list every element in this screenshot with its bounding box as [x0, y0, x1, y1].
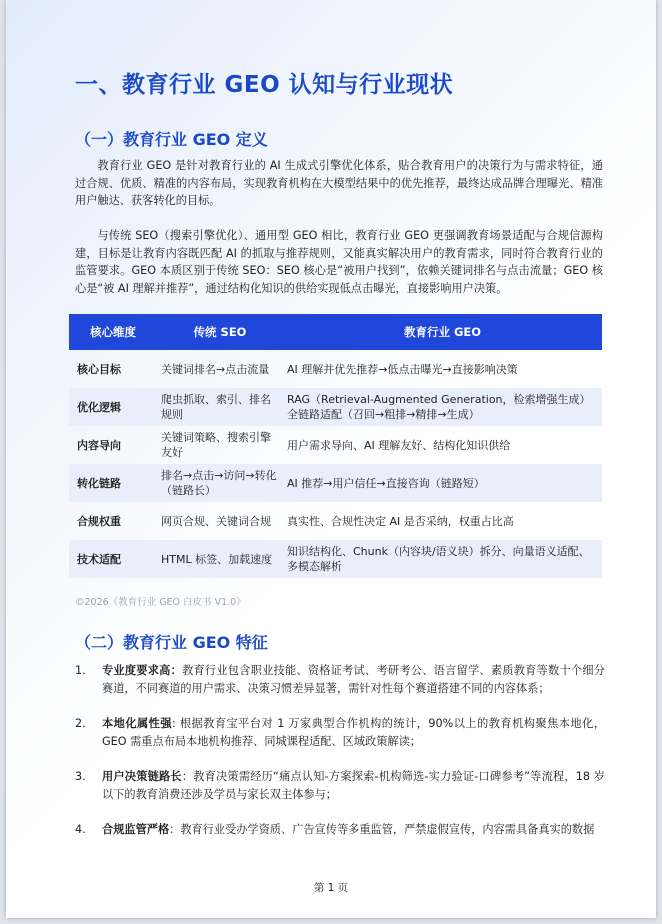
table-cell-geo: 用户需求导向、AI 理解友好、结构化知识供给 [287, 438, 511, 452]
table-cell-seo: HTML 标签、加载速度 [157, 540, 283, 578]
table-cell-dimension: 优化逻辑 [69, 388, 157, 426]
comparison-table [69, 314, 602, 578]
table-cell-geo: AI 推荐→用户信任→直接咨询（链路短） [283, 464, 602, 502]
list-item-number: 3. [75, 770, 86, 783]
list-item-text: : 根据教育宝平台对 1 万家典型合作机构的统计，90%以上的教育机构聚焦本地化，GEO 需重点布局本地机构推荐、同城课程适配、区域政策解读； [102, 717, 605, 748]
table-row [69, 426, 602, 464]
table-header-cell: 核心维度 [69, 314, 157, 350]
table-header-row [69, 314, 602, 350]
list-item [75, 662, 605, 697]
table-cell-dimension: 合规权重 [77, 514, 121, 528]
table-cell-seo: 关键词排名→点击流量 [161, 362, 270, 376]
list-item-number: 4. [75, 823, 86, 836]
list-item-label: 合规监管严格 [102, 823, 170, 836]
table-caption: ©2026《教育行业 GEO 白皮书 V1.0》 [75, 597, 246, 608]
list-item-number: 2. [75, 717, 86, 730]
table-cell-seo: 网页合规、关键词合规 [161, 514, 271, 528]
list-item [75, 715, 605, 750]
page-title: 一、教育行业 GEO 认知与行业现状 [75, 72, 454, 98]
section-heading-definition: （一）教育行业 GEO 定义 [75, 130, 268, 149]
table-row [69, 464, 602, 502]
table-header-cell: 教育行业 GEO [283, 314, 602, 350]
table-cell-geo: 知识结构化、Chunk（内容块/语义块）拆分、向量语义适配、多模态解析 [283, 540, 602, 578]
table-header-cell: 传统 SEO [157, 314, 283, 350]
table-cell-geo: AI 理解并优先推荐→低点击曝光→直接影响决策 [287, 362, 518, 376]
table-cell-dimension: 核心目标 [77, 362, 121, 376]
page-number: 第 1 页 [313, 882, 349, 894]
table-cell-seo: 关键词策略、搜索引擎友好 [161, 431, 271, 459]
document-page [6, 0, 656, 918]
list-item [75, 768, 605, 803]
table-cell-dimension: 转化链路 [69, 464, 157, 502]
table-cell-dimension: 内容导向 [77, 438, 121, 452]
list-item-label: 专业度要求高： [102, 664, 183, 677]
paragraph-comparison: 与传统 SEO（搜索引擎优化）、通用型 GEO 相比，教育行业 GEO 更强调教育场景适配与合规信源构建，目标是让教育内容既匹配 AI 的抓取与推荐规则，又能真实解决用户的教育需求，同时符合教育行业的监管要求。GEO 本质区别于传统 SEO：SEO 核心是“被用户找到”，依赖关键词排名与点击流量；GEO 核心是“被 AI 理解并推荐”，通过结构化知识的供给实现低点击曝光，直接影响用户决策。 [75, 229, 603, 295]
table-cell-geo: RAG（Retrieval-Augmented Generation，检索增强生成）全链路适配（召回→粗排→精排→生成） [283, 388, 602, 426]
table-row [69, 502, 602, 540]
list-item-label: 用户决策链路长 [102, 770, 182, 783]
list-item-text: ：教育决策需经历“痛点认知-方案探索-机构筛选-实力验证-口碑参考”等流程，18 岁以下的教育消费还涉及学员与家长双主体参与； [102, 770, 605, 801]
paragraph-definition: 教育行业 GEO 是针对教育行业的 AI 生成式引擎优化体系，贴合教育用户的决策行为与需求特征，通过合规、优质、精准的内容布局，实现教育机构在大模型结果中的优先推荐，最终达成品牌合理曝光、精准用户触达、获客转化的目标。 [75, 159, 603, 207]
table-cell-dimension: 技术适配 [69, 540, 157, 578]
list-item-label: 本地化属性强 [102, 717, 173, 730]
table-row [69, 540, 602, 578]
table-row [69, 388, 602, 426]
list-item-text: ：教育行业受办学资质、广告宣传等多重监管，严禁虚假宣传，内容需具备真实的数据 [169, 823, 595, 836]
list-item-number: 1. [75, 664, 86, 677]
table-cell-seo: 爬虫抓取、索引、排名规则 [157, 388, 283, 426]
table-row [69, 350, 602, 388]
list-item-text: 教育行业包含职业技能、资格证考试、考研考公、语言留学、素质教育等数十个细分赛道，不同赛道的用户需求、决策习惯差异显著，需针对性每个赛道搭建不同的内容体系； [102, 664, 605, 695]
table-cell-geo: 真实性、合规性决定 AI 是否采纳，权重占比高 [287, 514, 514, 528]
table-cell-seo: 排名→点击→访问→转化（链路长） [157, 464, 283, 502]
list-item [75, 821, 605, 839]
section-heading-features: （二）教育行业 GEO 特征 [75, 633, 268, 652]
